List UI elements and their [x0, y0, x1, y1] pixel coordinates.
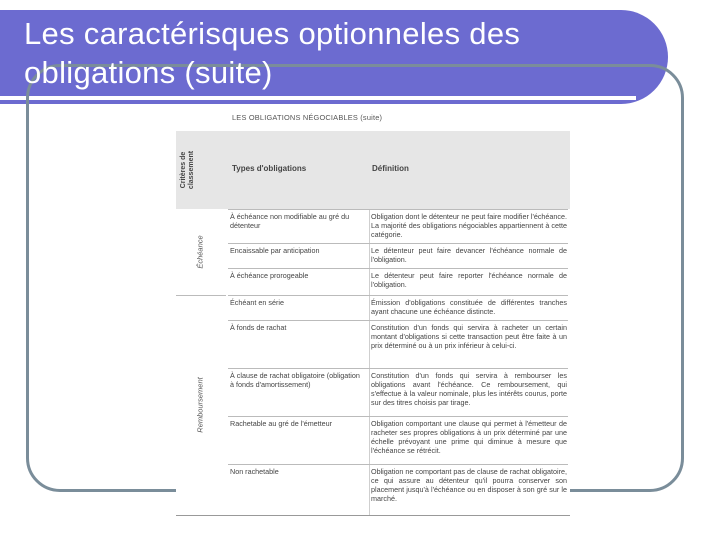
- header-type: Types d'obligations: [232, 164, 307, 173]
- row-type: Encaissable par anticipation: [230, 246, 320, 255]
- header-criteria: [180, 141, 196, 199]
- table-row: [228, 209, 568, 244]
- slide-title-line-2: obligations (suite): [24, 55, 273, 90]
- row-definition: Obligation ne comportant pas de clause de rachat obligatoire, ce qui assure au détenteur qu'il pourra conserver son placement jusqu'à l'échéance ou en disposer à son gré sur le marché.: [371, 467, 567, 503]
- category-remboursement: [176, 295, 224, 515]
- header-criteria-label: Critères de classement: [180, 150, 195, 190]
- row-type: À échéance non modifiable au gré du détenteur: [230, 212, 350, 230]
- table-caption: LES OBLIGATIONS NÉGOCIABLES (suite): [232, 113, 383, 122]
- row-type: À échéance prorogeable: [230, 271, 309, 280]
- row-type: Non rachetable: [230, 467, 279, 476]
- table-row: [228, 268, 568, 296]
- table-row: [228, 368, 568, 417]
- table-row: [228, 243, 568, 269]
- row-definition: Constitution d'un fonds qui servira à rembourser les obligations avant l'échéance. Ce remboursement, qui s'effectue à la valeur nominale, plus les intérêts courus, porte sur des titres choisis par tirage.: [371, 371, 567, 407]
- row-definition: Obligation comportant une clause qui permet à l'émetteur de racheter ses propres obligations à un prix déterminé par une échelle prévoyant une prime qui diminue à mesure que l'échéance se rétrécit.: [371, 419, 567, 455]
- row-definition: Le détenteur peut faire devancer l'échéance normale de l'obligation.: [371, 246, 567, 264]
- table-row: [228, 320, 568, 369]
- table-bottom-rule: [176, 515, 570, 516]
- category-echeance: [176, 209, 224, 295]
- slide-title-line-1: Les caractérisques optionneles des: [24, 16, 521, 51]
- header-definition: Définition: [372, 164, 409, 173]
- table-row: [228, 295, 568, 321]
- category-remboursement-label: Remboursement: [195, 377, 205, 433]
- row-definition: Obligation dont le détenteur ne peut faire modifier l'échéance. La majorité des obligations négociables appartiennent à cette catégorie.: [371, 212, 567, 239]
- table-row: [228, 416, 568, 465]
- row-type: Échéant en série: [230, 298, 284, 307]
- row-type: Rachetable au gré de l'émetteur: [230, 419, 333, 428]
- row-type: À fonds de rachat: [230, 323, 287, 332]
- row-definition: Émission d'obligations constituée de différentes tranches ayant chacune une échéance distincte.: [371, 298, 567, 316]
- table-row: [228, 464, 568, 516]
- slide-title: [24, 14, 654, 92]
- row-definition: Le détenteur peut faire reporter l'échéance normale de l'obligation.: [371, 271, 567, 289]
- row-definition: Constitution d'un fonds qui servira à racheter un certain montant d'obligations si cette transaction peut être faite à un prix déterminé ou à un prix inférieur à celui-ci.: [371, 323, 567, 350]
- bond-table-image: [176, 107, 570, 517]
- category-echeance-label: Échéance: [195, 235, 205, 269]
- row-type: À clause de rachat obligatoire (obligation à fonds d'amortissement): [230, 371, 360, 389]
